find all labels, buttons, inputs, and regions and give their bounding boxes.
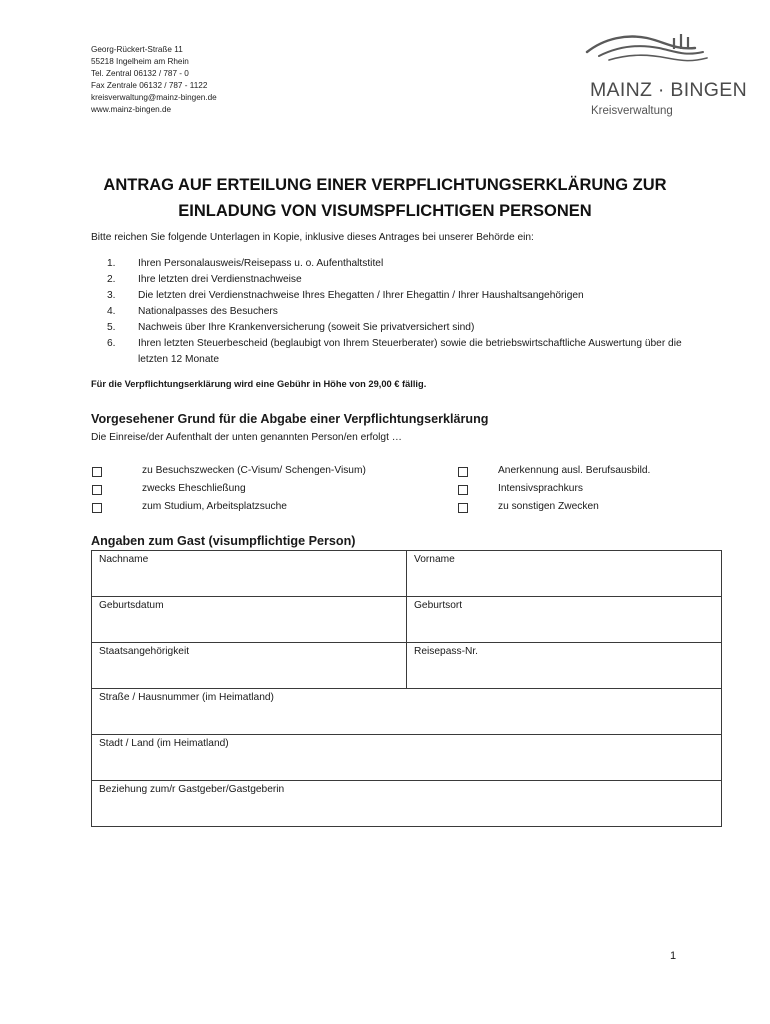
field-label: Geburtsdatum [99,600,164,611]
logo-subtitle: Kreisverwaltung [591,105,673,117]
option-label: zum Studium, Arbeitsplatzsuche [142,501,287,512]
checkbox-eheschliessung[interactable] [92,485,102,495]
reason-heading: Vorgesehener Grund für die Abgabe einer Verpflichtungserklärung [91,412,489,426]
field-geburtsdatum[interactable] [92,597,407,643]
list-number: 2. [107,274,116,285]
mainz-bingen-logo [585,28,750,123]
option-studium[interactable] [91,501,451,515]
field-label: Staatsangehörigkeit [99,646,190,657]
page-number: 1 [670,950,677,962]
field-staatsangehoerigkeit[interactable] [92,643,407,689]
option-eheschliessung[interactable] [91,483,451,497]
option-anerkennung[interactable] [457,465,717,479]
intro-text: Bitte reichen Sie folgende Unterlagen in Kopie, inklusive dieses Antrages bei unserer Behörde ein: [91,232,534,243]
option-label: zu sonstigen Zwecken [498,501,599,512]
list-item-text: Nationalpasses des Besuchers [138,306,278,317]
form-title-line-1: ANTRAG AUF ERTEILUNG EINER VERPFLICHTUNGSERKLÄRUNG ZUR [103,176,667,194]
field-label: Nachname [99,554,149,565]
checkbox-studium[interactable] [92,503,102,513]
landscape-waves-icon [585,28,750,78]
option-sprachkurs[interactable] [457,483,717,497]
form-title-line-2: EINLADUNG VON VISUMSPFLICHTIGEN PERSONEN [178,202,592,220]
field-label: Stadt / Land (im Heimatland) [99,738,229,749]
sender-address [91,44,217,117]
field-vorname[interactable] [407,551,722,597]
list-number: 4. [107,306,116,317]
address-city: 55218 Ingelheim am Rhein [91,57,189,67]
checkbox-sonstige[interactable] [458,503,468,513]
list-item-text: Ihren letzten Steuerbescheid (beglaubigt von Ihrem Steuerberater) sowie die betriebswirtschaftliche Auswertung über die letzten 12 Monate [138,338,682,365]
reason-subheading: Die Einreise/der Aufenthalt der unten genannten Person/en erfolgt … [91,432,402,443]
checkbox-besuch[interactable] [92,467,102,477]
field-label: Reisepass-Nr. [414,646,478,657]
field-beziehung[interactable] [92,781,722,827]
list-number: 3. [107,290,116,301]
form-title [60,172,710,224]
field-label: Straße / Hausnummer (im Heimatland) [99,692,274,703]
checkbox-anerkennung[interactable] [458,467,468,477]
option-besuch[interactable] [91,465,451,479]
fee-notice: Für die Verpflichtungserklärung wird eine Gebühr in Höhe von 29,00 € fällig. [91,379,427,389]
option-label: zu Besuchszwecken (C-Visum/ Schengen-Visum) [142,465,366,476]
guest-info-table [91,550,722,827]
address-street: Georg-Rückert-Straße 11 [91,45,183,54]
list-item-text: Nachweis über Ihre Krankenversicherung (soweit Sie privatversichert sind) [138,322,475,333]
option-sonstige[interactable] [457,501,717,515]
list-item [107,272,707,288]
option-label: Intensivsprachkurs [498,483,583,494]
field-reisepass-nr[interactable] [407,643,722,689]
list-number: 6. [107,338,116,349]
list-item [107,256,707,272]
checkbox-sprachkurs[interactable] [458,485,468,495]
address-fax: Fax Zentrale 06132 / 787 - 1122 [91,81,208,91]
list-item-text: Ihren Personalausweis/Reisepass u. o. Aufenthaltstitel [138,258,384,269]
list-item [107,304,707,320]
list-item [107,336,707,368]
address-phone: Tel. Zentral 06132 / 787 - 0 [91,69,189,79]
list-item [107,320,707,336]
list-number: 5. [107,322,116,333]
address-website: www.mainz-bingen.de [91,105,172,115]
field-geburtsort[interactable] [407,597,722,643]
list-item-text: Ihre letzten drei Verdienstnachweise [138,274,302,285]
address-email: kreisverwaltung@mainz-bingen.de [91,93,217,103]
list-number: 1. [107,258,116,269]
field-label: Geburtsort [414,600,463,611]
field-label: Vorname [414,554,455,565]
list-item-text: Die letzten drei Verdienstnachweise Ihres Ehegatten / Ihrer Ehegattin / Ihrer Haushaltsangehörigen [138,290,584,301]
option-label: Anerkennung ausl. Berufsausbild. [498,465,651,476]
field-label: Beziehung zum/r Gastgeber/Gastgeberin [99,784,285,795]
field-stadt-land[interactable] [92,735,722,781]
option-label: zwecks Eheschließung [142,483,246,494]
list-item [107,288,707,304]
logo-name: MAINZ · BINGEN [590,79,747,101]
field-nachname[interactable] [92,551,407,597]
field-strasse-hausnummer[interactable] [92,689,722,735]
guest-heading: Angaben zum Gast (visumpflichtige Person) [91,534,356,548]
required-documents-list [107,256,707,368]
